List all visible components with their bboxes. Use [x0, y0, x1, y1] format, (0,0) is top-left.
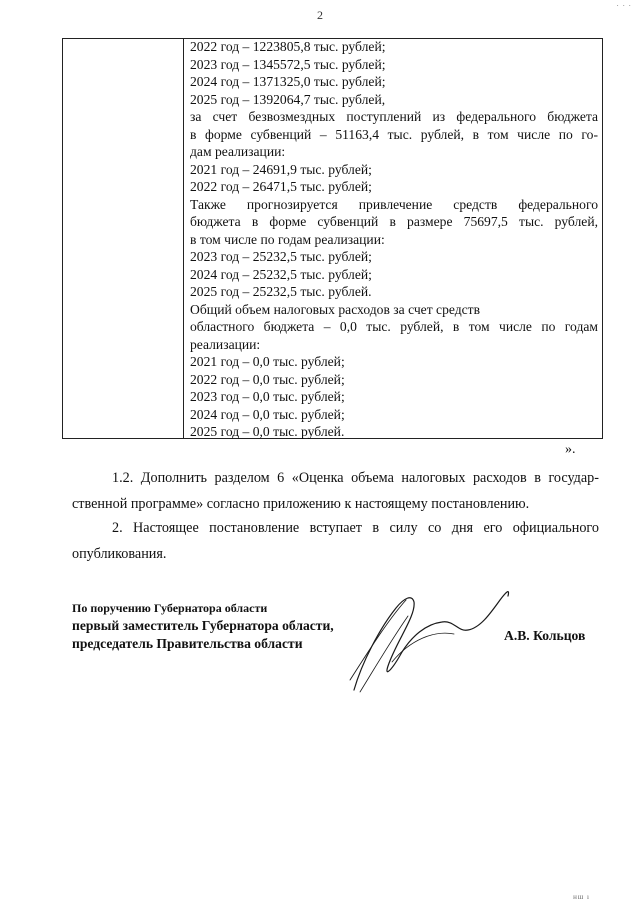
table-line: Общий объем налоговых расходов за счет средств [190, 301, 481, 317]
closing-quote: ». [565, 442, 576, 457]
table-line: 2021 год – 24691,9 тыс. рублей; [190, 161, 372, 177]
paragraph-1-2 [72, 465, 599, 517]
signatory-name: А.В. Кольцов [504, 628, 586, 643]
signatory-title [72, 600, 334, 653]
table-line: 2024 год – 0,0 тыс. рублей; [190, 406, 345, 422]
signatory-line: По поручению Губернатора области [72, 601, 268, 615]
table-line: 2022 год – 1223805,8 тыс. рублей; [190, 39, 386, 54]
table-line: 2023 год – 0,0 тыс. рублей; [190, 389, 345, 404]
table-line: 2023 год – 25232,5 тыс. рублей; [190, 249, 372, 264]
paragraph-line: ственной программе» согласно приложению к настоящему постановлению. [72, 496, 530, 512]
signatory-line: первый заместитель Губернатора области, [72, 618, 334, 633]
table-column-divider [183, 38, 184, 439]
table-line: в форме субвенций – 51163,4 тыс. рублей, в том числе по го- [190, 126, 598, 142]
corner-mark-top: · · · [616, 2, 632, 10]
table-line: Также прогнозируется привлечение средств федерального [190, 196, 598, 212]
table-line: 2025 год – 0,0 тыс. рублей. [190, 424, 345, 439]
table-cell-text [190, 38, 598, 441]
table-line: областного бюджета – 0,0 тыс. рублей, в том числе по годам [190, 319, 598, 334]
table-line: 2025 год – 1392064,7 тыс. рублей, [190, 91, 386, 107]
table-line: 2022 год – 26471,5 тыс. рублей; [190, 179, 372, 194]
table-line: 2025 год – 25232,5 тыс. рублей. [190, 284, 372, 299]
table-line: 2024 год – 1371325,0 тыс. рублей; [190, 74, 386, 89]
table-line: 2022 год – 0,0 тыс. рублей; [190, 371, 345, 387]
table-line: 2021 год – 0,0 тыс. рублей; [190, 354, 345, 369]
table-line: за счет безвозмездных поступлений из федерального бюджета [190, 109, 598, 124]
table-line: реализации: [190, 336, 261, 352]
table-line: бюджета в форме субвенций в размере 75697,5 тыс. рублей, [190, 214, 598, 229]
page-number: 2 [317, 8, 323, 22]
signatory-line: председатель Правительства области [72, 636, 303, 651]
corner-mark-bottom: нш ı [573, 893, 590, 901]
paragraph-line: 1.2. Дополнить разделом 6 «Оценка объема налоговых расходов в государ- [112, 470, 599, 486]
table-line: 2024 год – 25232,5 тыс. рублей; [190, 266, 372, 282]
paragraph-line: опубликования. [72, 546, 167, 562]
table-line: 2023 год – 1345572,5 тыс. рублей; [190, 56, 386, 72]
paragraph-2 [72, 515, 599, 567]
paragraph-line: 2. Настоящее постановление вступает в силу со дня его официального [112, 520, 599, 536]
handwritten-signature [330, 580, 530, 700]
table-line: дам реализации: [190, 144, 286, 159]
table-line: в том числе по годам реализации: [190, 231, 385, 247]
